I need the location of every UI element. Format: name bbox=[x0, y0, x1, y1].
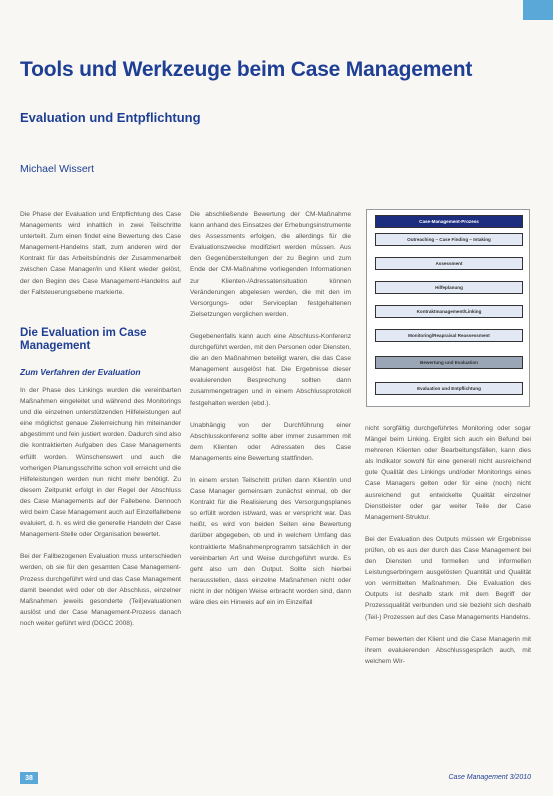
body-paragraph: In der Phase des Linkings wurden die vereinbarten Maßnahmen eingeleitet und während des Monitorings und die einzelnen unterstützenden Hilfeleistungen auf eine möglichst genaue Zielerreichung hin miteinander abgestimmt und fein justiert worden. Dadurch sind also die kontraktierten Aufgaben des Case Managements erfüllt worden. Wünschenswert und auch die vorherigen Planungsschritte schon voll erreicht und die Hilfeleistungen werden nun nicht mehr benötigt. Zu diesem Zeitpunkt erfolgt in der Regel der Abschluss des Case Managements auf der Fallebene. Dennoch wird beim Case Management auch auf Einzelfallebene evaluiert, d. h. es wird die generelle Handeln der Case Management-Stelle oder Organisation bewertet. bbox=[20, 387, 181, 539]
process-diagram bbox=[366, 209, 530, 407]
column-1-body bbox=[20, 385, 181, 640]
subsection-heading: Zum Verfahren der Evaluation bbox=[20, 367, 141, 377]
diagram-step: Evaluation und Entpflichtung bbox=[375, 382, 523, 395]
body-paragraph: Die abschließende Bewertung der CM-Maßnahme kann anhand des Einsatzes der Erhebungsinstrumente des Assessments erfolgen, die allerdings für die Evaluationszwecke modifiziert werden müssen. Aus den Gegenüberstellungen der zu Beginn und zum Ende der CM-Maßnahme vorliegenden Informationen zur Klienten-/Adressatensituation können Veränderungen abgelesen werden, die mit den im Versorgungs- oder Serviceplan festgehaltenen Zielsetzungen verglichen werden. bbox=[190, 211, 351, 318]
page-number: 38 bbox=[20, 772, 38, 784]
diagram-step: Assessment bbox=[375, 257, 523, 270]
column-3 bbox=[365, 423, 531, 678]
magazine-issue: Case Management 3/2010 bbox=[448, 774, 531, 781]
diagram-step: Outreaching – Case Finding – Intaking bbox=[375, 233, 523, 246]
section-heading: Die Evaluation im Case Management bbox=[20, 327, 147, 352]
diagram-step: Hilfeplanung bbox=[375, 281, 523, 294]
column-1-intro bbox=[20, 209, 181, 309]
article-subtitle: Evaluation und Entpflichtung bbox=[20, 110, 201, 125]
diagram-step-header: Case-Management-Prozess bbox=[375, 215, 523, 228]
diagram-step: Monitoring/Reapraisal Reassessment bbox=[375, 329, 523, 342]
body-paragraph: Bei der Fallbezogenen Evaluation muss unterschieden werden, ob sie für den gesamten Case Management-Prozess durchgeführt wird und das Case Management damit beendet wird oder ob der Abschluss, einzelner Maßnahmen jeweils gesonderte (Teil)evaluationen auslöst und der Case Management-Prozess danach noch weiter geführt wird (DGCC 2008). bbox=[20, 553, 181, 627]
body-paragraph: Ferner bewerten der Klient und die Case Managerin mit ihrem evaluierenden Abschlussgespräch auch, mit welchem Wir- bbox=[365, 635, 531, 665]
intro-paragraph: Die Phase der Evaluation und Entpflichtung des Case Managements wird inhaltlich in zwei Teilschritte unterteilt. Zum einen findet eine Bewertung des Case Management-Handelns statt, zum anderen wird der Kontrakt für das Arbeitsbündnis der Zusammenarbeit zwischen Case Manager/in und Klient wieder gelöst, der den Beginn des Case Management-Handelns auf der Fallsteuerungsebene markierte. bbox=[20, 211, 181, 296]
column-2 bbox=[190, 209, 351, 619]
author-name: Michael Wissert bbox=[20, 163, 95, 175]
corner-tab bbox=[523, 0, 553, 20]
article-title: Tools und Werkzeuge beim Case Management bbox=[20, 58, 473, 81]
body-paragraph: Bei der Evaluation des Outputs müssen wir Ergebnisse prüfen, ob es aus der durch das Case Management bei den Diensten und formellen und informellen Leistungserbringern ausgelösten Quantität und Qualität von vermittelten Maßnahmen. Die Evaluation des Outputs ist deshalb stark mit dem Begriff der Prozessqualität verbunden und sie bezieht sich deshalb (Teil-) Prozessen auf des Case Managements Handelns. bbox=[365, 535, 531, 621]
body-paragraph: In einem ersten Teilschritt prüfen dann Klient/in und Case Manager gemeinsam zunächst einmal, ob der Kontrakt für die Realisierung des Versorgungsplanes so erfüllt worden ist/ward, was er verspricht war. Das heißt, es wird von beiden Seiten eine Bewertung darüber abgegeben, ob und in welchem Umfang das kontraktierte Maßnahmenprogramm tatsächlich in der vereinbarten Art und Weise durchgeführt wurde. Es geht also um den Output. Sollte sich hierbei herausstellen, dass einzelne Maßnahmen nicht oder nicht in der nötigen Weise erbracht worden sind, dann wäre dies ein Hinweis auf ein im Einzelfall bbox=[190, 476, 351, 606]
body-paragraph: Unabhängig von der Durchführung einer Abschlusskonferenz sollte aber immer zusammen mit dem Klienten oder Adressaten des Case Managements eine Bewertung stattfinden. bbox=[190, 421, 351, 462]
body-paragraph: nicht sorgfältig durchgeführtes Monitoring oder sogar Mängel beim Linking. Ergibt sich auch ein Befund bei mehreren Klienten oder Bearbeitungsfällen, kann dies als Indikator sowohl für eine generell nicht ausreichend gute Qualität des Linkings und/oder Monitorings eines Case Managers gelten oder für eine (noch) nicht ausreichend gut entwickelte Qualität einzelner Dienstleister oder gar weiter Teile der Case Management-Struktur. bbox=[365, 425, 531, 521]
body-paragraph: Gegebenenfalls kann auch eine Abschluss-Konferenz durchgeführt werden, mit den Personen oder Diensten, die an den Maßnahmen beteiligt waren, die das Case Management ausgelöst hat. Die Ergebnisse dieser evaluierenden Besprechung sollten dann zusammengetragen und in einem Abschlussprotokoll festgehalten werden (ebd.). bbox=[190, 332, 351, 407]
diagram-step-highlight: Bewertung und Evaluation bbox=[375, 356, 523, 369]
diagram-step: Kontraktmanagement/Linking bbox=[375, 305, 523, 318]
